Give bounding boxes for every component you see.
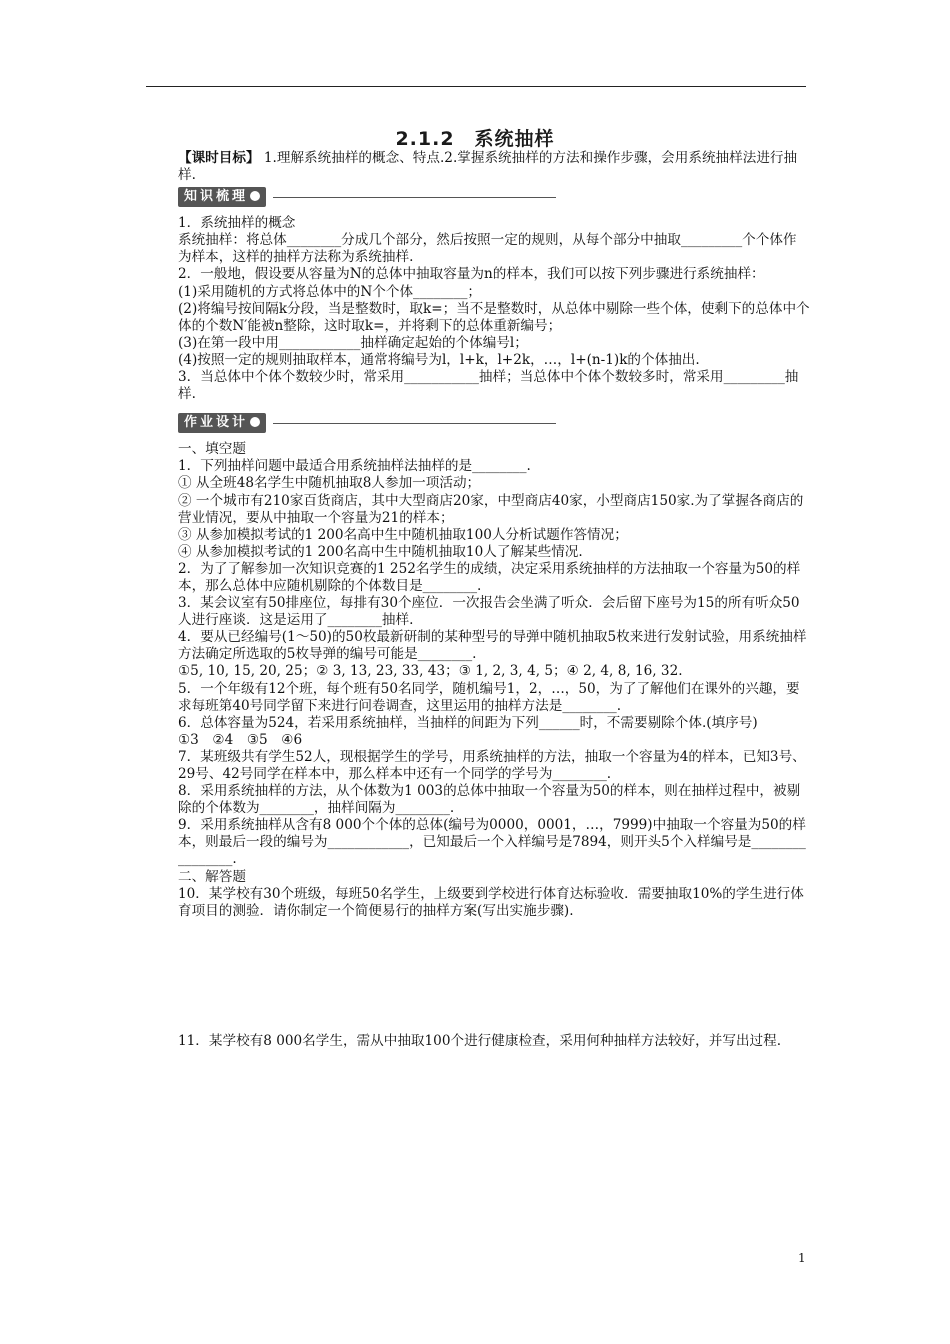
knowledge-line: 1．系统抽样的概念 [178, 215, 296, 232]
homework-line: 二、解答题 [178, 868, 246, 885]
homework-line: ①3 ②4 ③5 ④6 [178, 731, 303, 748]
knowledge-line: 2．一般地，假设要从容量为N的总体中抽取容量为n的样本，我们可以按下列步骤进行系统抽样： [178, 266, 765, 283]
section-heading-homework [178, 413, 810, 435]
homework-line: 3．某会议室有50排座位，每排有30个座位．一次报告会坐满了听众．会后留下座号为15的所有听众50人进行座谈．这是运用了________抽样. [178, 595, 800, 629]
homework-line: 5．一个年级有12个班，每个班有50名同学，随机编号1，2，…，50，为了了解他们在课外的兴趣，要求每班第40号同学留下来进行问卷调查，这里运用的抽样方法是________. [178, 680, 800, 714]
bullet-icon [250, 191, 260, 201]
homework-line: 10．某学校有30个班级，每班50名学生，上级要到学校进行体育达标验收．需要抽取10%的学生进行体育项目的测验．请你制定一个简便易行的抽样方案(写出实施步骤). [178, 885, 804, 919]
page-title: 2.1.2 系统抽样 [395, 128, 555, 150]
homework-line: 8．采用系统抽样的方法，从个体数为1 003的总体中抽取一个容量为50的样本，则在抽样过程中，被剔除的个体数为________，抽样间隔为________. [178, 783, 801, 817]
knowledge-line: (1)采用随机的方式将总体中的N个个体________； [178, 283, 482, 300]
homework-line: 4．要从已经编号(1～50)的50枚最新研制的某种型号的导弹中随机抽取5枚来进行发射试验，用系统抽样方法确定所选取的5枚导弹的编号可能是________. [178, 629, 807, 663]
knowledge-line: 系统抽样：将总体________分成几个部分，然后按照一定的规则，从每个部分中抽取_________个个体作为样本，这样的抽样方法称为系统抽样. [178, 232, 797, 266]
homework-line: ③ 从参加模拟考试的1 200名高中生中随机抽取100人分析试题作答情况； [178, 526, 628, 543]
knowledge-line: 3．当总体中个体个数较少时，常采用___________抽样；当总体中个体个数较多时，常采用_________抽样. [178, 369, 799, 403]
page-number: 1 [798, 1251, 806, 1265]
goal-label: 【课时目标】 [178, 150, 260, 166]
homework-line: 9．采用系统抽样从含有8 000个个体的总体(编号为0000，0001，…，7999)中抽取一个容量为50的样本，则最后一段的编号为____________，已知最后一个入样编号是7894，则开头5个入样编号是________________. [178, 817, 806, 868]
section-heading-knowledge [178, 187, 810, 209]
knowledge-line: (3)在第一段中用____________抽样确定起始的个体编号l； [178, 334, 528, 351]
answer-space [178, 920, 810, 1033]
homework-line: 11．某学校有8 000名学生，需从中抽取100个进行健康检查，采用何种抽样方法较好，并写出过程. [178, 1032, 782, 1049]
knowledge-line: (2)将编号按间隔k分段，当是整数时，取k=；当不是整数时，从总体中剔除一些个体，使剩下的总体中个体的个数N′能被n整除，这时取k=，并将剩下的总体重新编号； [178, 300, 810, 334]
section-rule [273, 197, 556, 198]
homework-line: ④ 从参加模拟考试的1 200名高中生中随机抽取10人了解某些情况. [178, 543, 583, 560]
section-label: 知识梳理 [178, 187, 266, 207]
header-rule [146, 86, 806, 87]
goal-text: 1.理解系统抽样的概念、特点.2.掌握系统抽样的方法和操作步骤，会用系统抽样法进行抽样. [178, 150, 798, 184]
homework-line: ① 从全班48名学生中随机抽取8人参加一项活动； [178, 475, 481, 492]
homework-line: 6．总体容量为524，若采用系统抽样，当抽样的间距为下列______时，不需要剔除个体.(填序号) [178, 714, 758, 731]
homework-line: 1．下列抽样问题中最适合用系统抽样法抽样的是________. [178, 458, 531, 475]
lesson-goal [178, 150, 810, 184]
knowledge-line: (4)按照一定的规则抽取样本，通常将编号为l，l+k，l+2k，…，l+(n-1)k的个体抽出. [178, 351, 700, 368]
bullet-icon [250, 417, 260, 427]
homework-line: 2．为了了解参加一次知识竞赛的1 252名学生的成绩，决定采用系统抽样的方法抽取一个容量为50的样本，那么总体中应随机剔除的个体数目是________. [178, 560, 801, 594]
homework-line: ①5, 10, 15, 20, 25；② 3, 13, 23, 33, 43；③ 1, 2, 3, 4, 5；④ 2, 4, 8, 16, 32. [178, 663, 683, 680]
homework-line: ② 一个城市有210家百货商店，其中大型商店20家，中型商店40家，小型商店150家.为了掌握各商店的营业情况，要从中抽取一个容量为21的样本； [178, 492, 804, 526]
section-label: 作业设计 [178, 413, 266, 433]
homework-line: 7．某班级共有学生52人，现根据学生的学号，用系统抽样的方法，抽取一个容量为4的样本，已知3号、29号、42号同学在样本中，那么样本中还有一个同学的学号为________. [178, 748, 806, 782]
main-content [178, 150, 810, 1050]
section-rule [273, 423, 556, 424]
homework-line: 一、填空题 [178, 441, 246, 458]
